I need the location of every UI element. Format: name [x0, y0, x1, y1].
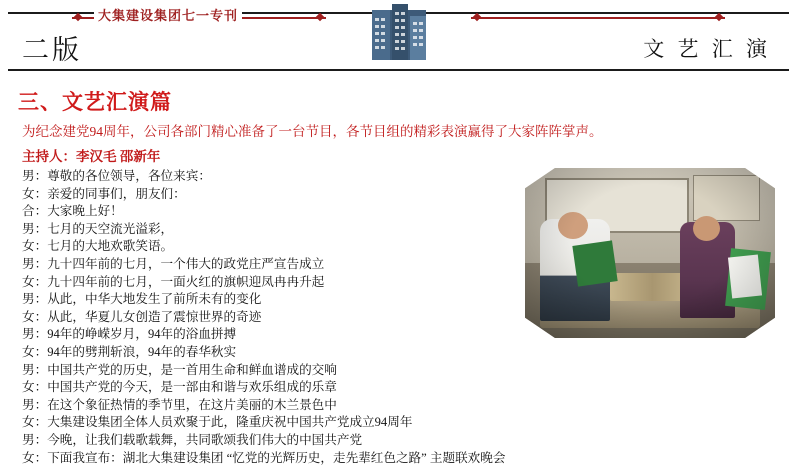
diamond-icon: [316, 13, 324, 21]
script-line: 男：中国共产党的历史，是一首用生命和鲜血谱成的交响: [22, 362, 492, 380]
script-line: 女：中国共产党的今天，是一部由和谐与欢乐组成的乐章: [22, 379, 492, 397]
script-line: 男：94年的峥嵘岁月，94年的浴血拼搏: [22, 326, 492, 344]
script-line: 男：尊敬的各位领导，各位来宾：: [22, 168, 492, 186]
section-title: 文 艺 汇 演: [643, 33, 771, 63]
strap-left: [72, 6, 326, 28]
performance-photo: [525, 168, 775, 338]
script-line: 合：大家晚上好！: [22, 203, 492, 221]
strap-right-line: [471, 17, 725, 19]
script-line: 男：今晚，让我们载歌载舞，共同歌颂我们伟大的中国共产党: [22, 432, 492, 450]
masthead: [0, 0, 797, 72]
script-line: 女：九十四年前的七月，一面火红的旗帜迎凤冉冉升起: [22, 274, 492, 292]
script-line: 女：从此，华夏儿女创造了震惊世界的奇迹: [22, 309, 492, 327]
masthead-bottom-rule: [8, 69, 789, 71]
diamond-icon: [74, 13, 82, 21]
article-heading: 三、文艺汇演篇: [18, 86, 797, 116]
script-line: 男：七月的天空流光溢彩，: [22, 221, 492, 239]
script-line: 女：七月的大地欢歌笑语。: [22, 238, 492, 256]
script-line: 男：从此，中华大地发生了前所未有的变化: [22, 291, 492, 309]
script-line: 女：94年的劈荆斩浪，94年的春华秋实: [22, 344, 492, 362]
building-logo-icon: [366, 2, 432, 62]
photo-vignette: [525, 168, 775, 338]
script-line: 男：九十四年前的七月，一个伟大的政党庄严宣告成立: [22, 256, 492, 274]
diamond-icon: [715, 13, 723, 21]
script-line: 女：亲爱的同事们，朋友们：: [22, 186, 492, 204]
photo-frame: [525, 168, 775, 338]
script-lines: [22, 168, 492, 467]
strap-text: 大集建设集团七一专刊: [94, 5, 242, 24]
script-line: 男：在这个象征热情的季节里，在这片美丽的木兰景色中: [22, 397, 492, 415]
host-line: 主持人：李汉毛 邵新年: [22, 145, 797, 165]
strap-right: [471, 6, 725, 28]
script-line: 女：大集建设集团全体人员欢聚于此，隆重庆祝中国共产党成立94周年: [22, 414, 492, 432]
page-number: 二版: [22, 28, 82, 67]
script-line: 女：下面我宣布：湖北大集建设集团 “忆党的光辉历史，走先辈红色之路” 主题联欢晚会: [22, 450, 492, 467]
diamond-icon: [473, 13, 481, 21]
article-lead: 为纪念建党94周年，公司各部门精心准备了一台节目，各节目组的精彩表演赢得了大家阵阵掌声。: [22, 122, 797, 141]
